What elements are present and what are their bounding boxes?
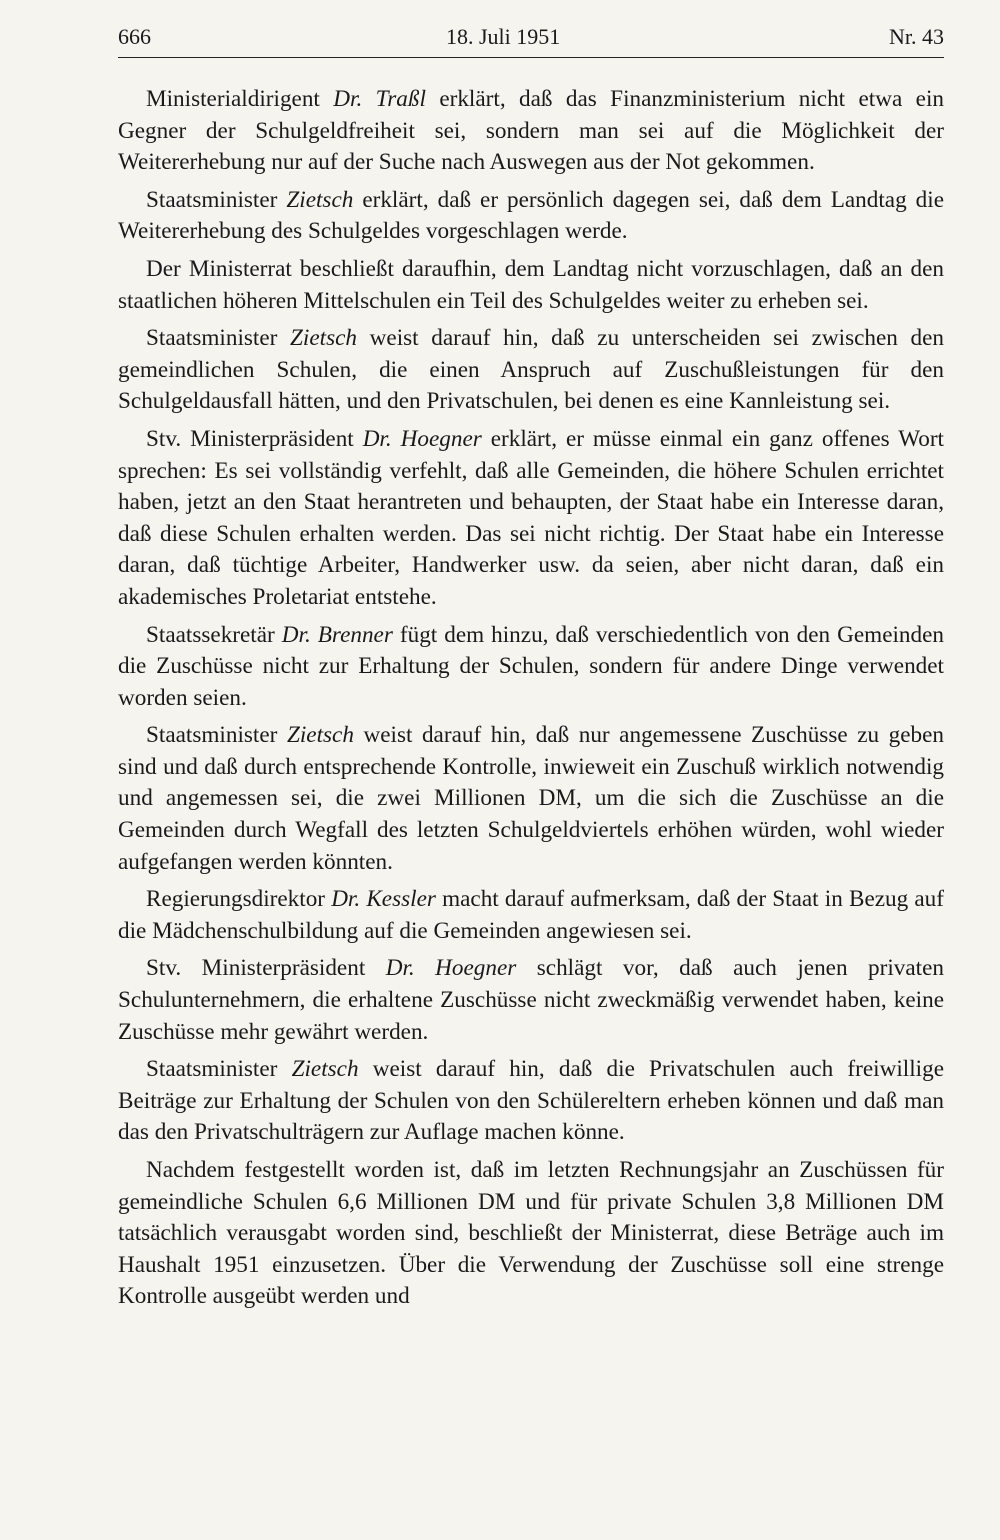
speaker-name: Dr. Brenner [281,621,393,648]
paragraph [118,323,944,418]
paragraph-text: Staatsminister [146,1056,292,1083]
paragraph-text: Stv. Ministerpräsident [146,425,363,452]
paragraph [118,620,944,715]
document-body [118,84,944,1319]
paragraph [118,720,944,878]
speaker-name: Dr. Kessler [331,886,436,913]
paragraph-text: Staatsminister [146,722,287,749]
document-page [118,24,945,1310]
paragraph-text: Ministerialdirigent [146,86,334,112]
paragraph [118,1155,944,1313]
paragraph-text: erklärt, daß er persönlich dagegen sei, daß dem Landtag die Weitererhebung des Schulgeldes vorgeschlagen werde. [118,186,944,245]
paragraph [118,884,944,947]
speaker-name: Zietsch [286,722,354,749]
page-number: 666 [118,24,151,49]
paragraph [118,424,944,614]
paragraph-text: Nachdem festgestellt worden ist, daß im letzten Rechnungsjahr an Zuschüssen für gemeindliche Schulen 6,6 Millionen DM und für private Schulen 3,8 Millionen DM tatsächlich verausgabt worden sind, beschließt der Ministerrat, diese Beträge auch im Haushalt 1951 einzusetzen. Über die Verwendung der Zuschüsse soll eine strenge Kontrolle ausgeübt werden und [118,1157,944,1310]
paragraph-text: weist darauf hin, daß die Privatschulen auch freiwillige Beiträge zur Erhaltung der Schulen von den Schülereltern erheben können und daß man das den Privatschulträgern zur Auflage machen könne. [118,1056,944,1146]
paragraph-text: Der Ministerrat beschließt daraufhin, dem Landtag nicht vorzuschlagen, daß an den staatlichen höheren Mittelschulen ein Teil des Schulgeldes weiter zu erheben sei. [118,255,944,314]
paragraph-text: Stv. Ministerpräsident [146,955,386,982]
speaker-name: Zietsch [286,186,354,213]
paragraph-text: erklärt, daß das Finanzministerium nicht etwa ein Gegner der Schulgeldfreiheit sei, sondern man sei auf die Möglichkeit der Weitererhebung nur auf der Suche nach Auswegen aus der Not gekommen. [118,86,944,176]
paragraph-text: weist darauf hin, daß zu unterscheiden sei zwischen den gemeindlichen Schulen, die einen Anspruch auf Zuschußleistungen für den Schulgeldausfall hätten, und den Privatschulen, bei denen es eine Kannleistung sei. [118,325,944,415]
paragraph [118,254,944,317]
speaker-name: Dr. Traßl [333,86,426,112]
paragraph [118,953,944,1048]
paragraph-text: schlägt vor, daß auch jenen privaten Schulunternehmern, die erhaltene Zuschüsse nicht zweckmäßig verwendet haben, keine Zuschüsse mehr gewährt werden. [118,955,944,1045]
paragraph-text: Staatsminister [146,186,287,213]
paragraph-text: Staatsminister [146,325,291,352]
speaker-name: Dr. Hoegner [385,955,517,982]
header-date: 18. Juli 1951 [446,24,561,49]
header-rule [118,57,944,58]
paragraph [118,1054,944,1149]
speaker-name: Zietsch [291,1056,359,1083]
paragraph-text: fügt dem hinzu, daß verschiedentlich von den Gemeinden die Zuschüsse nicht zur Erhaltung der Schulen, sondern für andere Dinge verwendet worden seien. [118,621,944,711]
paragraph [118,84,944,179]
page-header [118,24,944,56]
paragraph-text: weist darauf hin, daß nur angemessene Zuschüsse zu geben sind und daß durch entsprechende Kontrolle, inwieweit ein Zuschuß wirklich notwendig und angemessen sei, die zwei Millionen DM, um die sich die Zuschüsse an die Gemeinden durch Wegfall des letzten Schulgeldviertels erhöhen würden, wohl wieder aufgefangen werden könnten. [118,722,944,875]
paragraph-text: Staatssekretär [146,621,282,648]
issue-number: Nr. 43 [889,24,944,49]
paragraph-text: macht darauf aufmerksam, daß der Staat in Bezug auf die Mädchenschulbildung auf die Gemeinden angewiesen sei. [118,886,945,944]
speaker-name: Dr. Hoegner [362,425,482,452]
speaker-name: Zietsch [290,325,358,352]
paragraph [118,185,944,248]
paragraph-text: erklärt, er müsse einmal ein ganz offenes Wort sprechen: Es sei vollständig verfehlt, daß alle Gemeinden, die höhere Schulen errichtet haben, jetzt an den Staat herantreten und behaupten, der Staat habe ein Interesse daran, daß diese Schulen erhalten werden. Das sei nicht richtig. Der Staat habe ein Interesse daran, daß tüchtige Arbeiter, Handwerker usw. da seien, aber nicht daran, daß ein akademisches Proletariat entstehe. [118,425,944,610]
paragraph-text: Regierungsdirektor [146,886,332,913]
